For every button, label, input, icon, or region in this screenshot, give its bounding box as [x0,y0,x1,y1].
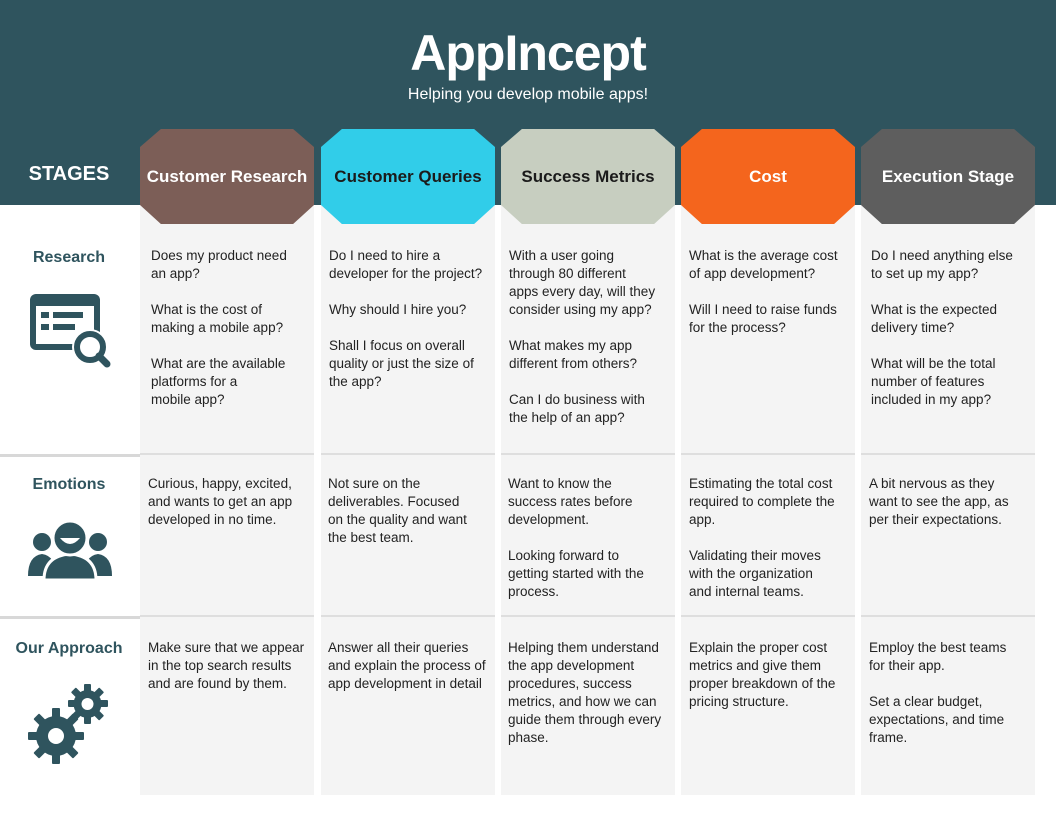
cell-emotions-success-metrics: Want to know the success rates before development. Looking forward to getting started with the process. [508,476,644,599]
cell-emotions-execution-stage: A bit nervous as they want to see the app, as per their expectations. [869,476,1009,527]
stages-label: STAGES [28,163,110,185]
stage-label-customer-research: Customer Research [146,166,308,186]
row-divider [0,616,140,619]
cell-approach-customer-queries: Answer all their queries and explain the process of app development in detail [328,640,486,691]
stage-label-customer-queries: Customer Queries [334,166,482,186]
cell-research-execution-stage: Do I need anything else to set up my app? What is the expected delivery time? What will be the total number of features included in my app? [871,248,1013,407]
gears-icon [28,684,112,769]
cell-approach-cost: Explain the proper cost metrics and give them proper breakdown of the pricing structure. [689,640,836,709]
cell-approach-customer-research: Make sure that we appear in the top search results and are found by them. [148,640,305,691]
stage-label-success-metrics: Success Metrics [521,166,655,186]
cell-research-cost: What is the average cost of app development? Will I need to raise funds for the process? [689,248,838,335]
cell-research-customer-queries: Do I need to hire a developer for the project? Why should I hire you? Shall I focus on overall quality or just the size of the app? [329,248,483,389]
row-label-emotions: Emotions [32,476,106,493]
cell-approach-success-metrics: Helping them understand the app development procedures, success metrics, and how we can guide them through every phase. [508,640,662,745]
cell-approach-execution-stage: Employ the best teams for their app. Set a clear budget, expectations, and time frame. [869,640,1007,745]
cell-emotions-customer-queries: Not sure on the deliverables. Focused on the quality and want the best team. [328,476,467,545]
cell-emotions-cost: Estimating the total cost required to complete the app. Validating their moves with the organization and internal teams. [689,476,835,599]
page-subtitle: Helping you develop mobile apps! [407,86,649,103]
cell-research-customer-research: Does my product need an app? What is the cost of making a mobile app? What are the available platforms for a mobile app? [151,248,287,407]
cell-emotions-customer-research: Curious, happy, excited, and wants to get an app developed in no time. [148,476,293,527]
row-divider [0,454,140,457]
row-label-our-approach: Our Approach [15,640,123,657]
people-group-icon [28,518,112,587]
row-label-research: Research [32,249,106,266]
stage-label-cost: Cost [749,166,787,186]
cell-research-success-metrics: With a user going through 80 different apps every day, will they consider using my app? What makes my app different from others? Can I do business with the help of an app? [509,248,656,425]
browser-search-icon [28,292,112,373]
page-title: AppIncept [410,25,646,81]
stage-label-execution-stage: Execution Stage [881,166,1015,186]
